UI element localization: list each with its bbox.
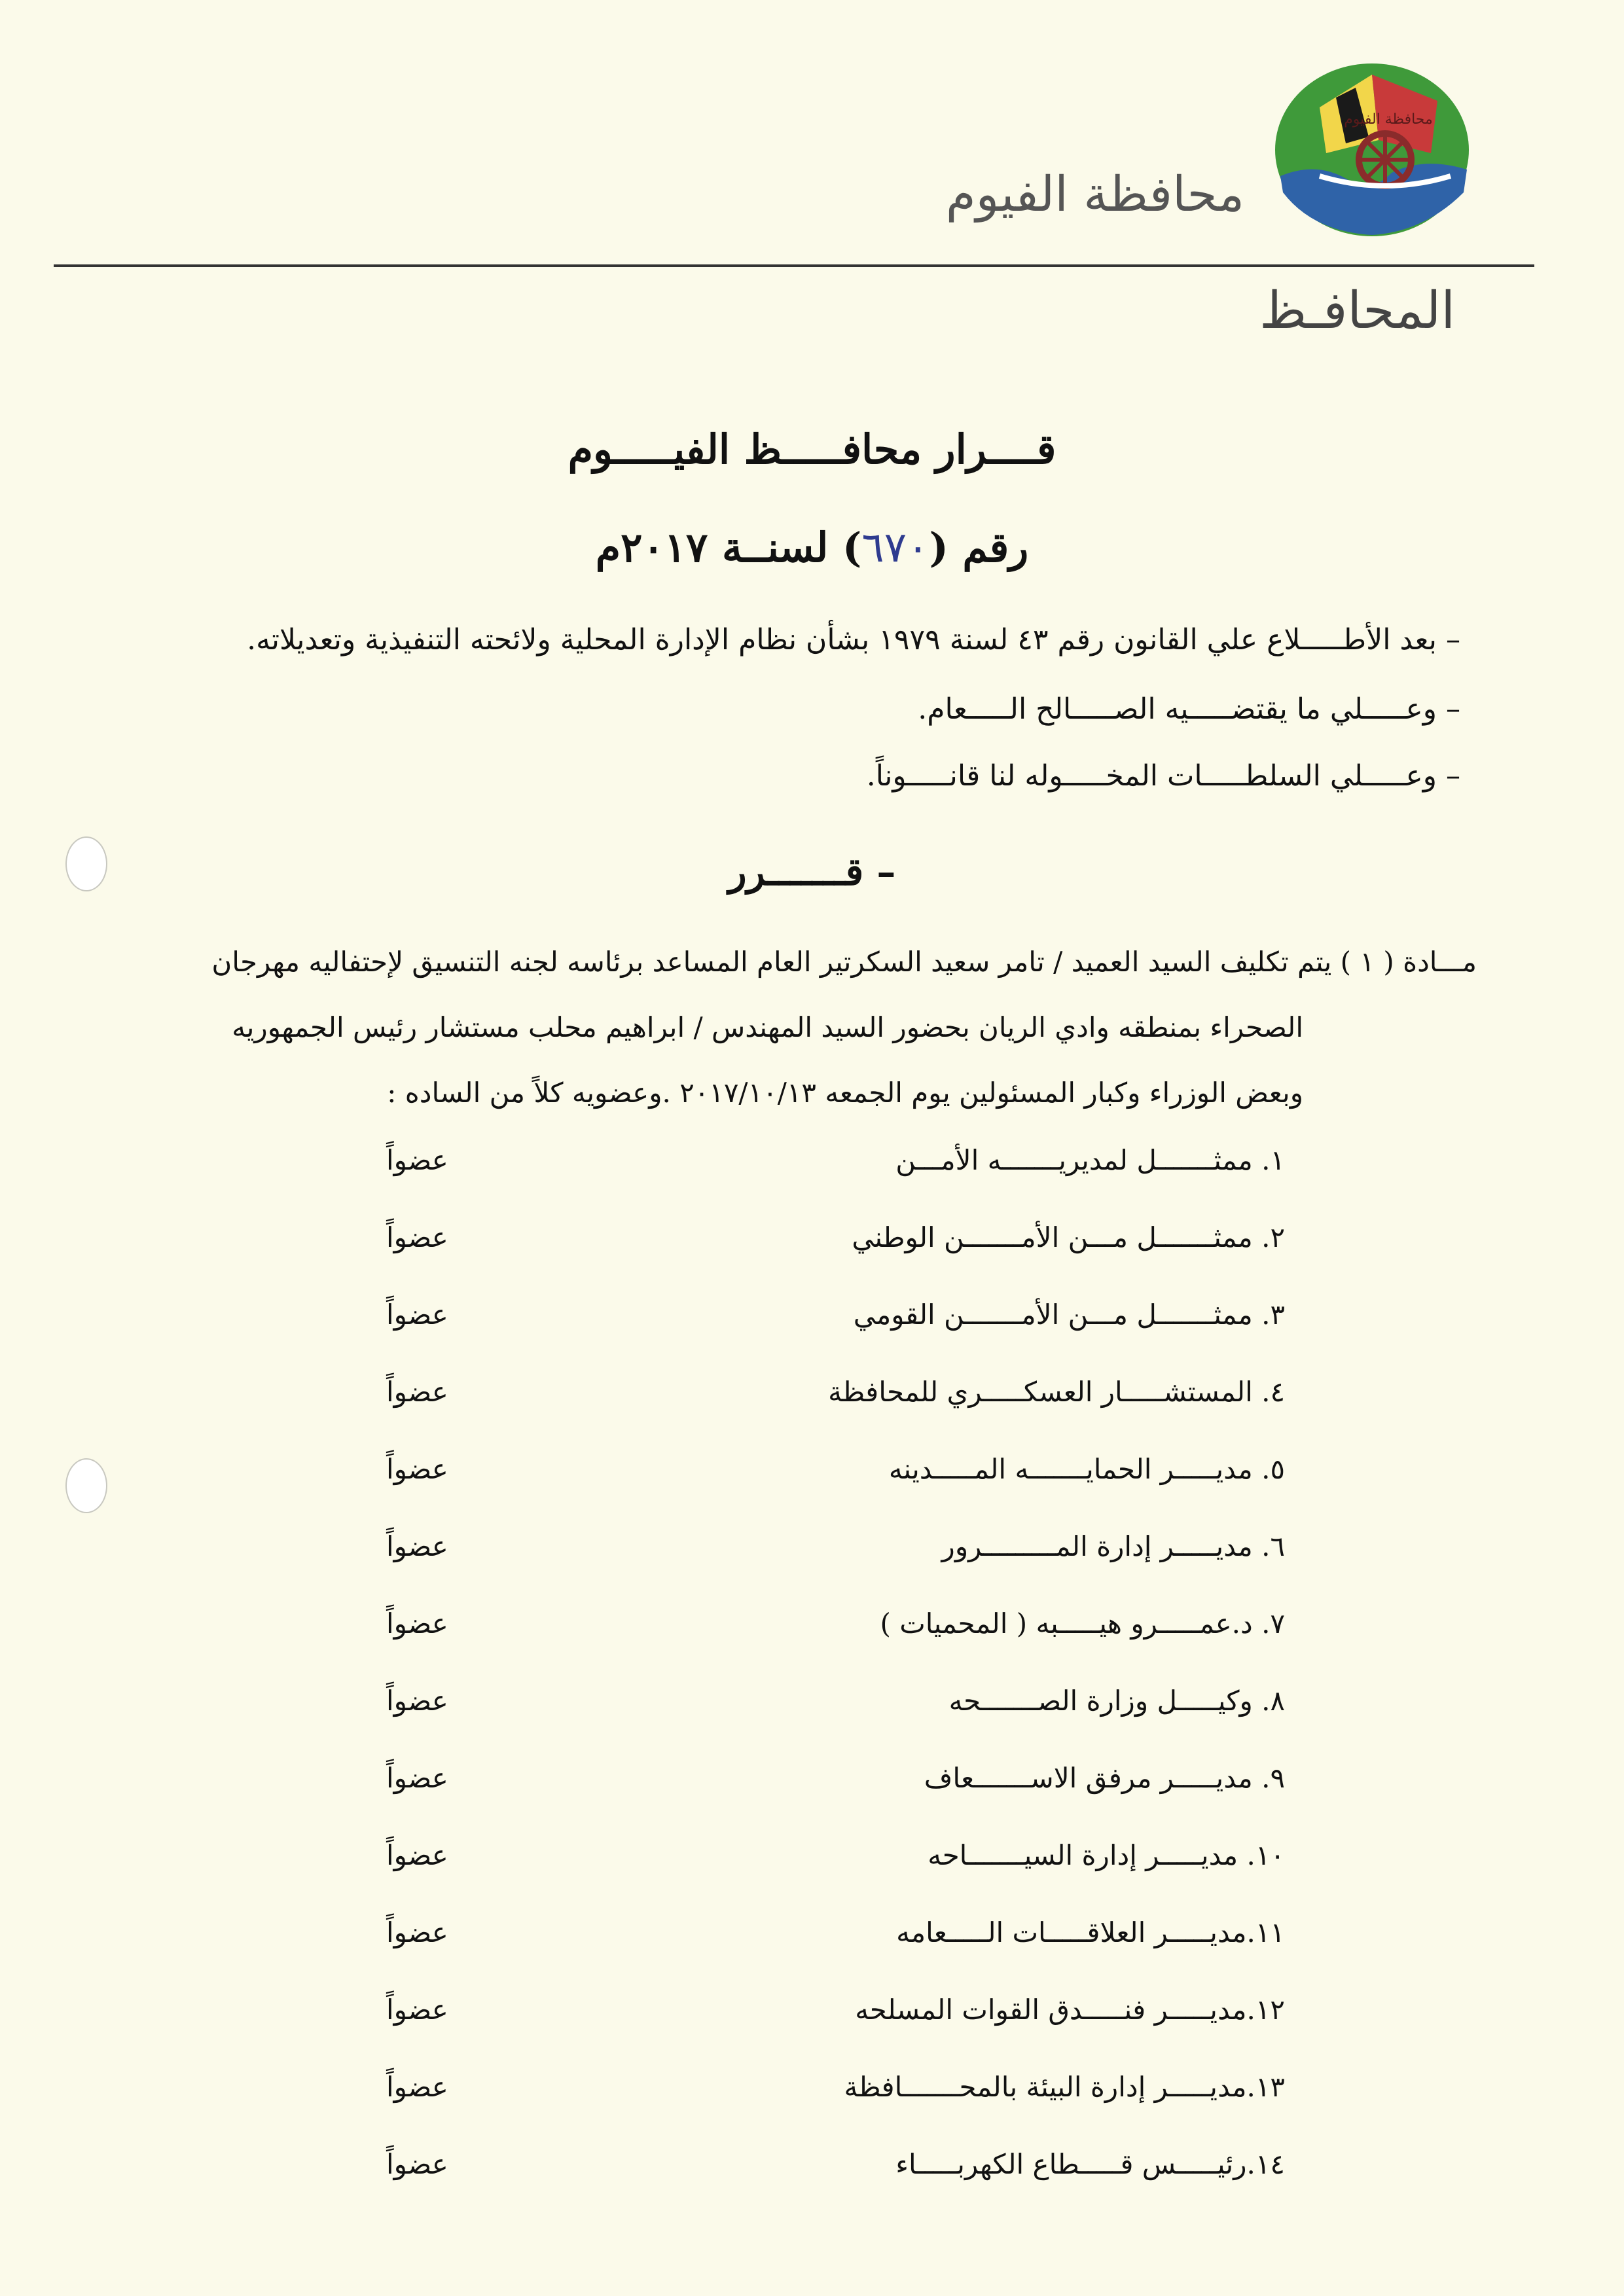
member-role: عضواً bbox=[386, 1607, 448, 1640]
member-name: ١٠. مديـــــر إدارة السيـــــــاحه bbox=[928, 1839, 1285, 1871]
member-role: عضواً bbox=[386, 1299, 448, 1331]
governor-office-title: المحافـظ bbox=[1259, 281, 1455, 340]
article-1-line: مـــادة ( ١ ) يتم تكليف السيد العميد / تامر سعيد السكرتير العام المساعد برئاسه لجنه التنسيق لإحتفاليه مهرجان bbox=[211, 946, 1477, 978]
member-role: عضواً bbox=[386, 1839, 448, 1871]
member-name: ٤. المستشـــــار العسكـــــري للمحافظة bbox=[828, 1376, 1285, 1408]
member-role: عضواً bbox=[386, 1453, 448, 1485]
preamble-item: – بعد الأطـــــلاع علي القانون رقم ٤٣ لسنة ١٩٧٩ بشأن نظام الإدارة المحلية ولائحته التنفيذية وتعديلاته. bbox=[247, 623, 1460, 656]
preamble-item: – وعـــــلي ما يقتضـــــيه الصـــــالح الـــــعام. bbox=[918, 692, 1460, 726]
member-role: عضواً bbox=[386, 1530, 448, 1562]
member-name: ١٤.رئيـــــس قـــــطاع الكهربـــــاء bbox=[895, 2148, 1285, 2180]
member-role: عضواً bbox=[386, 1994, 448, 2026]
member-name: ٦. مديـــــر إدارة المـــــــــرور bbox=[941, 1530, 1285, 1562]
article-1-line: الصحراء بمنطقه وادي الريان بحضور السيد المهندس / ابراهيم محلب مستشار رئيس الجمهوريه bbox=[232, 1011, 1303, 1043]
preamble-item: – وعـــــلي السلطـــــات المخـــــوله لنا قانـــــوناً. bbox=[866, 759, 1460, 793]
decision-title: قــــرار محافـــــظ الفيـــــوم bbox=[568, 425, 1056, 473]
member-name: ١١.مديـــــر العلاقـــــات الـــــعامه bbox=[896, 1916, 1285, 1948]
decision-number bbox=[0, 524, 1624, 572]
member-role: عضواً bbox=[386, 1144, 448, 1176]
member-name: ١. ممثـــــــل لمديريـــــــه الأمـــن bbox=[895, 1144, 1285, 1176]
member-name: ٥. مديـــــر الحمايـــــــه المـــــدينه bbox=[888, 1453, 1285, 1485]
member-name: ٩. مديـــــر مرفق الاســـــــعاف bbox=[924, 1762, 1285, 1794]
member-role: عضواً bbox=[386, 2148, 448, 2180]
punch-hole bbox=[65, 1458, 107, 1513]
member-role: عضواً bbox=[386, 1685, 448, 1717]
decision-number-handwritten: ٦٧٠ bbox=[861, 524, 929, 572]
member-name: ٣. ممثـــــــل مـــن الأمـــــــن القومي bbox=[853, 1299, 1285, 1331]
member-name: ٧. د.عمـــــرو هيـــــبه ( المحميات ) bbox=[880, 1607, 1285, 1640]
member-role: عضواً bbox=[386, 1916, 448, 1948]
decided-heading: – قـــــــرر bbox=[728, 850, 896, 894]
punch-hole bbox=[65, 836, 107, 891]
member-role: عضواً bbox=[386, 1762, 448, 1794]
member-name: ١٢.مديـــــر فنـــــدق القوات المسلحه bbox=[855, 1994, 1285, 2026]
member-role: عضواً bbox=[386, 2071, 448, 2103]
member-role: عضواً bbox=[386, 1376, 448, 1408]
decision-number-suffix: ) لسنــة ٢٠١٧م bbox=[595, 524, 862, 571]
member-name: ٨. وكيـــــل وزارة الصـــــــحه bbox=[948, 1685, 1285, 1717]
governorate-emblem-logo bbox=[1274, 62, 1470, 238]
member-name: ٢. ممثـــــــل مـــن الأمـــــــن الوطني bbox=[852, 1221, 1285, 1253]
decision-number-prefix: رقم ( bbox=[929, 524, 1029, 571]
header-divider bbox=[54, 264, 1534, 267]
article-1-line: وبعض الوزراء وكبار المسئولين يوم الجمعه ٢٠١٧/١٠/١٣ .وعضويه كلاً من الساده : bbox=[387, 1077, 1303, 1109]
svg-text:محافظة الفيوم: محافظة الفيوم bbox=[1344, 111, 1433, 128]
governorate-name: محافظة الفيوم bbox=[945, 166, 1244, 223]
member-name: ١٣.مديـــــر إدارة البيئة بالمحـــــــافظة bbox=[844, 2071, 1285, 2103]
member-role: عضواً bbox=[386, 1221, 448, 1253]
